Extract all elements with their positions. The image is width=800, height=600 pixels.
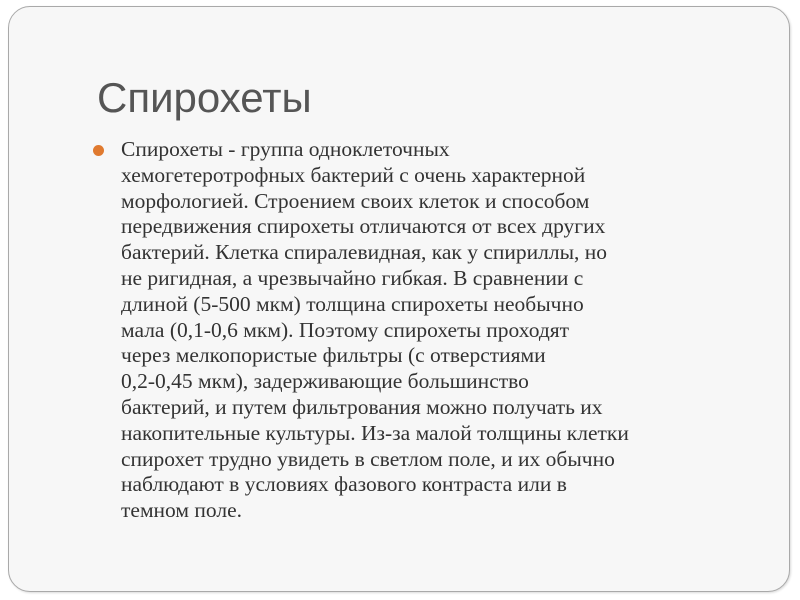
slide-frame	[8, 6, 790, 592]
bullet-item	[93, 137, 773, 524]
bullet-dot-icon	[93, 145, 104, 156]
bullet-text: Спирохеты - группа одноклеточных хемогетеротрофных бактерий с очень характерной морфологией. Строением своих клеток и способом передвижения спирохеты отличаются от всех других бактерий. Клетка спиралевидная, как у спириллы, но не ригидная, а чрезвычайно гибкая. В сравнении с длиной (5-500 мкм) толщина спирохеты необычно мала (0,1-0,6 мкм). Поэтому спирохеты проходят через мелкопористые фильтры (с отверстиями 0,2-0,45 мкм), задерживающие большинство бактерий, и путем фильтрования можно получать их накопительные культуры. Из-за малой толщины клетки спирохет трудно увидеть в светлом поле, и их обычно наблюдают в условиях фазового контраста или в темном поле.	[121, 137, 629, 523]
slide-title: Спирохеты	[97, 74, 312, 121]
